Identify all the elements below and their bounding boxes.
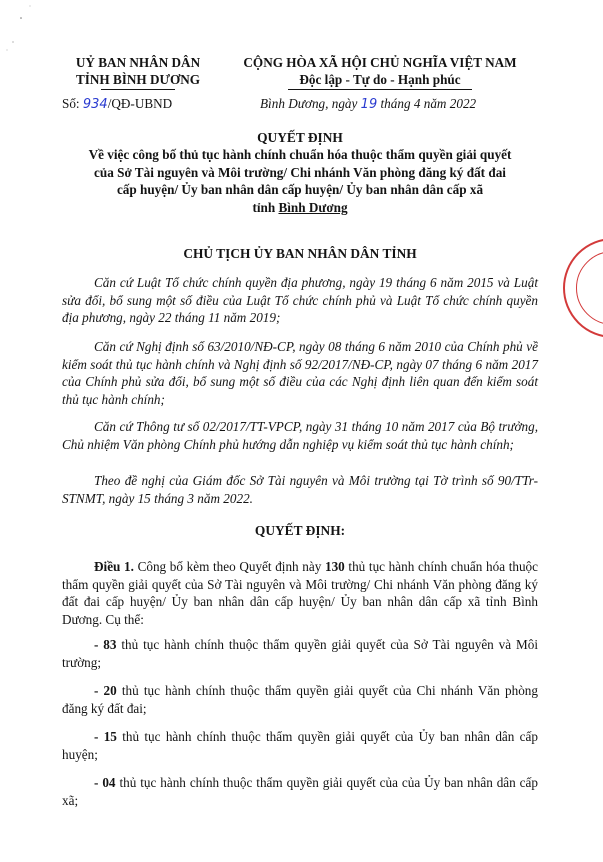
motto-underline [288,89,472,90]
subject-line: Về việc công bố thủ tục hành chính chuẩn hóa thuộc thẩm quyền giải quyết [88,147,512,162]
issuer-block [52,54,224,88]
item-count: - 04 [94,775,116,790]
official-stamp [563,238,603,338]
issuer-underline [101,89,175,90]
authority-heading: CHỦ TỊCH ỦY BAN NHÂN DÂN TỈNH [183,246,417,261]
decision-title: QUYẾT ĐỊNH [257,130,343,145]
basis-paragraph: Căn cứ Nghị định số 63/2010/NĐ-CP, ngày 08 tháng 6 năm 2010 của Chính phủ về kiểm soát thủ tục hành chính và Nghị định số 92/2017/NĐ-CP, ngày 07 tháng 6 năm 2017 của Chính phủ sửa đổi, bổ sung một số điều của các Nghị định liên quan đến kiểm soát thủ tục hành chính; [62,339,538,407]
document-number [62,96,172,112]
article1-label: Điều 1. [94,559,134,574]
article1-paragraph [62,558,538,628]
stamp-inner-ring [576,251,603,325]
basis-paragraph: Căn cứ Luật Tổ chức chính quyền địa phương, ngày 19 tháng 6 năm 2015 và Luật sửa đổi, bổ sung một số điều của Luật Tổ chức chính phủ và Luật Tổ chức chính quyền địa phương, ngày 22 tháng 11 năm 2019; [62,275,538,326]
scan-marks [0,0,40,60]
item-text: thủ tục hành chính thuộc thẩm quyền giải quyết của Chi nhánh Văn phòng đăng ký đất đai; [62,683,538,716]
decision-heading: QUYẾT ĐỊNH: [254,523,346,538]
item-count: - 15 [94,729,117,744]
item-text: thủ tục hành chính thuộc thẩm quyền giải quyết của Ủy ban nhân dân cấp huyện; [62,729,538,762]
item-text: thủ tục hành chính thuộc thẩm quyền giải quyết của Sở Tài nguyên và Môi trường; [62,637,538,670]
issuer-line2: TỈNH BÌNH DƯƠNG [75,72,201,87]
subject-last-prefix: tỉnh [252,199,279,215]
article1-item [62,774,538,809]
date-handwritten: 19 [360,97,378,112]
item-count: - 20 [94,683,117,698]
issuer-line1: UỶ BAN NHÂN DÂN [75,55,201,70]
article1-count: 130 [324,559,345,574]
number-prefix: Số: [62,96,80,111]
basis-paragraph: Căn cứ Thông tư số 02/2017/TT-VPCP, ngày 31 tháng 10 năm 2017 của Bộ trưởng, Chủ nhiệm Văn phòng Chính phủ hướng dẫn nghiệp vụ kiểm soát thủ tục hành chính; [62,419,538,452]
article1-item [62,728,538,763]
national-line2: Độc lập - Tự do - Hạnh phúc [299,72,461,87]
subject-line: của Sở Tài nguyên và Môi trường/ Chi nhánh Văn phòng đăng ký đất đai [94,164,506,180]
subject-line: cấp huyện/ Ủy ban nhân dân cấp huyện/ Ủy ban nhân dân cấp xã [116,182,484,198]
item-count: - 83 [94,637,117,652]
date-prefix: Bình Dương, ngày [260,96,358,111]
article1-item [62,682,538,717]
national-title [222,54,538,88]
subject-line-last [40,199,560,217]
subject-last-underlined: Bình Dương [278,199,348,215]
national-line1: CỘNG HÒA XÃ HỘI CHỦ NGHĨA VIỆT NAM [243,55,517,70]
decision-subject [40,146,560,216]
item-text: thủ tục hành chính thuộc thẩm quyền giải quyết của của Ủy ban nhân dân cấp xã; [62,775,538,808]
date-suffix: tháng 4 năm 2022 [380,96,477,111]
article1-item [62,636,538,671]
number-handwritten: 934 [82,97,108,112]
document-date [260,96,476,112]
article1-text-after: thủ tục hành chính chuẩn hóa thuộc thẩm quyền giải quyết của Sở Tài nguyên và Môi trường/ Chi nhánh Văn phòng đăng ký đất đai cấp huyện/ Ủy ban nhân dân cấp huyện/ Ủy ban nhân dân cấp xã tỉnh Bình Dương. Cụ thể: [62,559,539,627]
number-suffix: /QĐ-UBND [107,96,173,111]
basis-paragraph: Theo đề nghị của Giám đốc Sở Tài nguyên và Môi trường tại Tờ trình số 90/TTr-STNMT, ngày 15 tháng 3 năm 2022. [62,473,538,506]
article1-text-before: Công bố kèm theo Quyết định này [133,559,325,574]
